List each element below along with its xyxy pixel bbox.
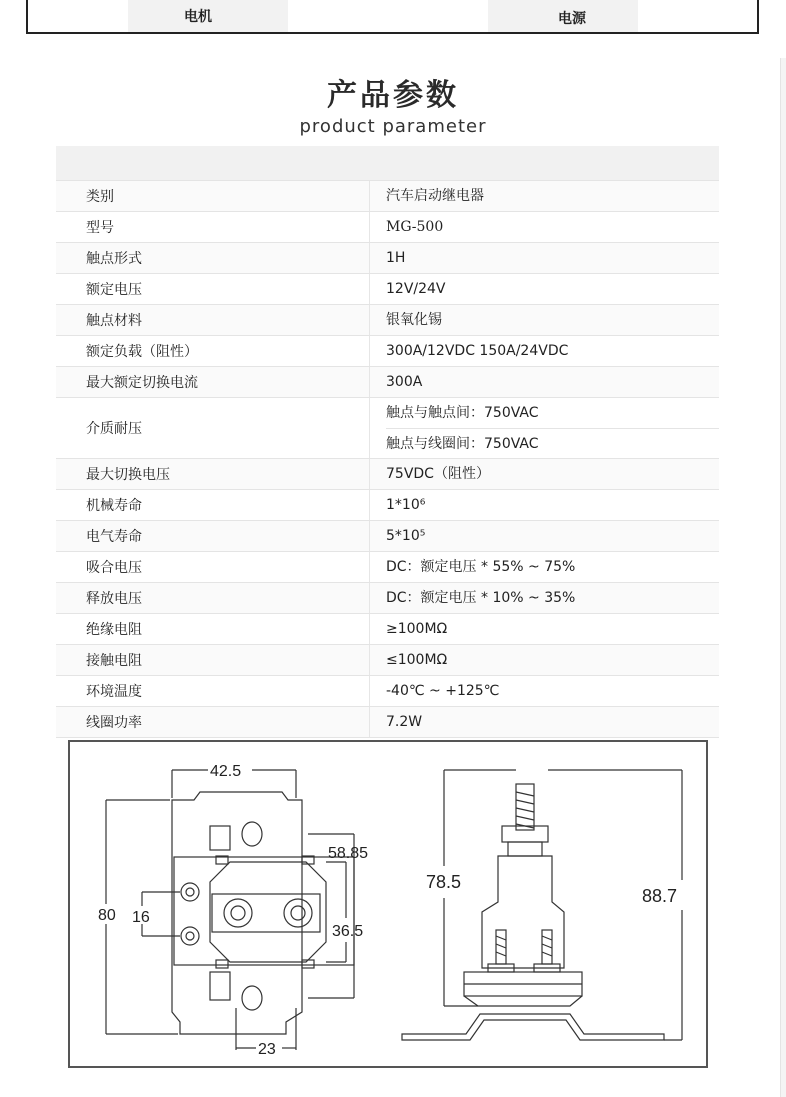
- param-label: 额定电压: [56, 274, 370, 304]
- tab-power-label: 电源: [558, 11, 586, 27]
- table-row: [56, 367, 719, 398]
- table-row: [56, 212, 719, 243]
- table-header-band: [56, 146, 719, 181]
- left-main-terminal-icon: [224, 899, 252, 927]
- table-row: [56, 583, 719, 614]
- param-value: 触点与线圈间：750VAC: [386, 428, 719, 459]
- param-label: 最大切换电压: [56, 459, 370, 489]
- table-row: [56, 614, 719, 645]
- param-value-cell: [370, 212, 719, 242]
- table-row: [56, 274, 719, 305]
- mount-hole-top-icon: [242, 822, 262, 846]
- param-value: 1H: [386, 250, 406, 266]
- param-value: 1*10⁶: [386, 497, 426, 513]
- tab-motor[interactable]: [128, 0, 288, 32]
- param-label: 最大额定切换电流: [56, 367, 370, 397]
- table-row: [56, 181, 719, 212]
- param-label: 电气寿命: [56, 521, 370, 551]
- param-value-cell: [370, 614, 719, 644]
- dim-side-height-total: 88.7: [642, 886, 678, 906]
- param-value: 触点与触点间：750VAC: [386, 404, 539, 421]
- param-label: 绝缘电阻: [56, 614, 370, 644]
- section-title-cn: 产品参数: [327, 78, 459, 113]
- param-value-cell: [370, 490, 719, 520]
- param-value-cell: [370, 552, 719, 582]
- parameter-table: [56, 146, 719, 738]
- param-value-cell: [370, 645, 719, 675]
- dimension-drawing: [68, 740, 708, 1068]
- front-mounting-plate: [172, 792, 302, 1034]
- param-value: 汽车启动继电器: [386, 188, 484, 204]
- param-value-cell: [370, 521, 719, 551]
- dim-bottom-width: 23: [258, 1041, 276, 1058]
- tab-motor-label: 电机: [184, 9, 212, 25]
- table-row: [56, 305, 719, 336]
- coil-terminal-upper-icon: [181, 883, 199, 901]
- param-label: 吸合电压: [56, 552, 370, 582]
- param-label: 线圈功率: [56, 707, 370, 737]
- dim-body-height: 36.5: [332, 923, 364, 940]
- param-value: 5*10⁵: [386, 528, 426, 544]
- param-value: DC：额定电压 * 55% ~ 75%: [386, 559, 576, 575]
- param-label: 环境温度: [56, 676, 370, 706]
- param-label: 触点材料: [56, 305, 370, 335]
- table-row: [56, 243, 719, 274]
- mount-hole-bottom-icon: [242, 986, 262, 1010]
- front-terminal-housing: [210, 862, 326, 962]
- param-value-cell: [370, 305, 719, 335]
- param-value-cell: [370, 398, 719, 458]
- side-mounting-bracket: [402, 1014, 664, 1040]
- param-label: 触点形式: [56, 243, 370, 273]
- param-value-cell: [370, 181, 719, 211]
- table-row: [56, 398, 719, 459]
- param-label: 类别: [56, 181, 370, 211]
- dimension-drawing-svg: [70, 742, 710, 1070]
- side-top-nut: [502, 826, 548, 842]
- side-top-stud: [516, 784, 534, 830]
- param-label: 介质耐压: [56, 398, 370, 458]
- param-value: 银氧化锡: [386, 312, 442, 328]
- param-label: 额定负载（阻性）: [56, 336, 370, 366]
- table-row: [56, 552, 719, 583]
- table-row: [56, 459, 719, 490]
- dim-terminal-gap: 16: [132, 909, 150, 926]
- param-value-cell: [370, 336, 719, 366]
- param-value-cell: [370, 243, 719, 273]
- table-row: [56, 490, 719, 521]
- param-value-cell: [370, 274, 719, 304]
- dim-width-top: 42.5: [210, 763, 242, 780]
- param-label: 释放电压: [56, 583, 370, 613]
- dim-mount-spacing: 58.85: [328, 845, 369, 862]
- table-row: [56, 645, 719, 676]
- param-value: -40℃ ~ +125℃: [386, 683, 500, 699]
- table-row: [56, 676, 719, 707]
- param-value: 300A: [386, 374, 423, 390]
- dim-height-left: 80: [98, 907, 116, 924]
- coil-terminal-lower-icon: [181, 927, 199, 945]
- param-value: 300A/12VDC 150A/24VDC: [386, 343, 569, 359]
- dim-side-height-inner: 78.5: [426, 872, 462, 892]
- param-value: 75VDC（阻性）: [386, 466, 490, 482]
- param-label: 型号: [56, 212, 370, 242]
- section-title-en: product parameter: [299, 116, 487, 137]
- param-value: 7.2W: [386, 714, 423, 730]
- param-label: 接触电阻: [56, 645, 370, 675]
- param-value: DC：额定电压 * 10% ~ 35%: [386, 590, 576, 606]
- param-value: ≤100MΩ: [386, 652, 448, 668]
- param-value: ≥100MΩ: [386, 621, 448, 637]
- param-value-cell: [370, 707, 719, 737]
- right-main-terminal-icon: [284, 899, 312, 927]
- table-row: [56, 336, 719, 367]
- param-value: 12V/24V: [386, 281, 446, 297]
- tab-power[interactable]: [488, 0, 638, 32]
- front-body-outline: [174, 857, 354, 965]
- table-row: [56, 707, 719, 738]
- table-row: [56, 521, 719, 552]
- param-label: 机械寿命: [56, 490, 370, 520]
- param-value-cell: [370, 459, 719, 489]
- top-category-strip: [26, 0, 759, 34]
- param-value-cell: [370, 367, 719, 397]
- param-value-cell: [370, 676, 719, 706]
- param-value-cell: [370, 583, 719, 613]
- param-value: MG-500: [386, 219, 444, 235]
- scrollbar-track[interactable]: [780, 58, 786, 1097]
